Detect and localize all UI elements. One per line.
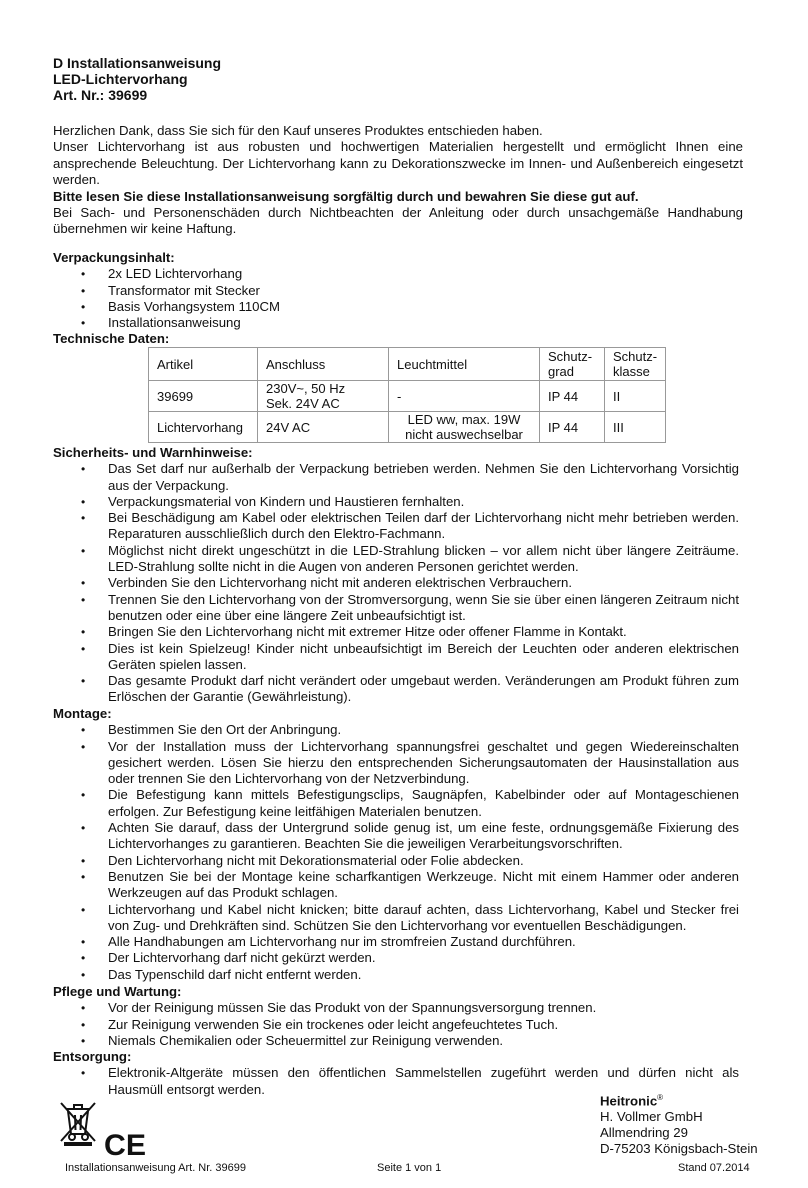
tech-cell: IP 44 [540, 412, 605, 443]
tech-table-row [149, 381, 666, 412]
footer-date: Stand 07.2014 [678, 1162, 750, 1174]
tech-header-cell: Anschluss [258, 348, 389, 381]
list-item: • Zur Reinigung verwenden Sie ein trockenes oder leicht angefeuchtetes Tuch. [53, 1017, 739, 1033]
list-item: • Dies ist kein Spielzeug! Kinder nicht unbeaufsichtigt im Bereich der Leuchten oder anderen elektrischen Geräten spielen lassen. [53, 641, 739, 674]
safety-list [53, 461, 753, 705]
list-item: • Das gesamte Produkt darf nicht verändert oder umgebaut werden. Veränderungen am Produkt führen zum Erlöschen der Garantie (Gewährleistung). [53, 673, 739, 706]
list-item: • Bestimmen Sie den Ort der Anbringung. [53, 722, 739, 738]
tech-cell: 230V~, 50 Hz Sek. 24V AC [258, 381, 389, 412]
mounting-heading: Montage: [53, 706, 112, 721]
packaging-list [53, 266, 753, 331]
tech-header-cell: Schutz- grad [540, 348, 605, 381]
tech-cell: Lichtervorhang [149, 412, 258, 443]
tech-cell: LED ww, max. 19W nicht auswechselbar [389, 412, 540, 443]
company-city: D-75203 Königsbach-Stein [600, 1141, 758, 1157]
title-line-1: D Installationsanweisung [53, 55, 222, 71]
tech-section [53, 331, 753, 347]
list-item: • Möglichst nicht direkt ungeschützt in die LED-Strahlung blicken – vor allem nicht über längere Zeiträume. LED-Strahlung sollte nicht in die Augen von anderen Personen gerichtet werden. [53, 543, 739, 576]
packaging-heading: Verpackungsinhalt: [53, 250, 175, 265]
list-item: • Verbinden Sie den Lichtervorhang nicht mit anderen elektrischen Verbrauchern. [53, 575, 739, 591]
list-item: • Basis Vorhangsystem 110CM [53, 299, 739, 315]
list-item: • Achten Sie darauf, dass der Untergrund solide genug ist, um eine feste, ordnungsgemäße Fixierung des Lichtervorhanges zu garantieren. Beachten Sie die jeweiligen Verarbeitungsvorschriften. [53, 820, 739, 853]
packaging-section [53, 250, 753, 331]
mounting-section [53, 706, 753, 983]
list-item: • Das Set darf nur außerhalb der Verpackung betrieben werden. Nehmen Sie den Lichtervorhang Vorsichtig aus der Verpackung. [53, 461, 739, 494]
tech-header-cell: Schutz- klasse [605, 348, 666, 381]
tech-cell: IP 44 [540, 381, 605, 412]
list-item: • Benutzen Sie bei der Montage keine scharfkantigen Werkzeuge. Nicht mit einem Hammer oder anderen Werkzeugen auf das Produkt schlagen. [53, 869, 739, 902]
list-item: • Vor der Reinigung müssen Sie das Produkt von der Spannungsversorgung trennen. [53, 1000, 739, 1016]
ce-mark-text: CE [104, 1129, 146, 1159]
care-section [53, 984, 753, 1049]
disposal-heading: Entsorgung: [53, 1049, 132, 1064]
intro-liability: Bei Sach- und Personenschäden durch Nichtbeachten der Anleitung oder durch unsachgemäße Handhabung übernehmen wir keine Haftung. [53, 205, 743, 237]
list-item: • Installationsanweisung [53, 315, 739, 331]
intro-text [53, 123, 743, 238]
list-item: • Elektronik-Altgeräte müssen den öffentlichen Sammelstellen zugeführt werden und dürfen nicht als Hausmüll entsorgt werden. [53, 1065, 739, 1098]
registered-mark: ® [657, 1093, 664, 1102]
tech-cell: - [389, 381, 540, 412]
list-item: • Der Lichtervorhang darf nicht gekürzt werden. [53, 950, 739, 966]
title-line-2: LED-Lichtervorhang [53, 71, 188, 87]
tech-header-cell: Leuchtmittel [389, 348, 540, 381]
tech-cell: II [605, 381, 666, 412]
intro-thanks: Herzlichen Dank, dass Sie sich für den Kauf unseres Produktes entschieden haben. [53, 123, 543, 138]
list-item: • Das Typenschild darf nicht entfernt werden. [53, 967, 739, 983]
list-item: • Den Lichtervorhang nicht mit Dekorationsmaterial oder Folie abdecken. [53, 853, 739, 869]
list-item: • Bringen Sie den Lichtervorhang nicht mit extremer Hitze oder offener Flamme in Kontakt. [53, 624, 739, 640]
company-address [600, 1090, 758, 1157]
company-name: H. Vollmer GmbH [600, 1109, 703, 1125]
tech-table-row [149, 412, 666, 443]
tech-header-cell: Artikel [149, 348, 258, 381]
intro-read-notice: Bitte lesen Sie diese Installationsanweisung sorgfältig durch und bewahren Sie diese gut auf. [53, 188, 639, 204]
care-list [53, 1000, 753, 1049]
ce-mark-icon [104, 1129, 148, 1159]
footer-page-number: Seite 1 von 1 [377, 1162, 442, 1174]
tech-cell: 24V AC [258, 412, 389, 443]
list-item: • Trennen Sie den Lichtervorhang von der Stromversorgung, wenn Sie sie über einen längeren Zeitraum nicht benutzen oder eine über eine längere Zeit unbeaufsichtigt ist. [53, 592, 739, 625]
tech-table-header-row [149, 348, 666, 381]
company-street: Allmendring 29 [600, 1125, 688, 1141]
list-item: • 2x LED Lichtervorhang [53, 266, 739, 282]
footer-document-name: Installationsanweisung Art. Nr. 39699 [65, 1162, 247, 1174]
document-title [53, 55, 221, 103]
safety-heading: Sicherheits- und Warnhinweise: [53, 445, 253, 460]
title-line-3: Art. Nr.: 39699 [53, 87, 148, 103]
list-item: • Niemals Chemikalien oder Scheuermittel zur Reinigung verwenden. [53, 1033, 739, 1049]
list-item: • Die Befestigung kann mittels Befestigungsclips, Saugnäpfen, Kabelbinder oder auf Montageschienen erfolgen. Zur Befestigung keine leitfähigen Materialen benutzen. [53, 787, 739, 820]
list-item: • Verpackungsmaterial von Kindern und Haustieren fernhalten. [53, 494, 739, 510]
weee-bin-icon [58, 1100, 98, 1146]
list-item: • Alle Handhabungen am Lichtervorhang nur im stromfreien Zustand durchführen. [53, 934, 739, 950]
intro-description: Unser Lichtervorhang ist aus robusten und hochwertigen Materialien hergestellt und ermöglicht Ihnen eine ansprechende Beleuchtung. Der Lichtervorhang kann zu Dekorationszwecke im Innen- und Außenbereich eingesetzt werden. [53, 139, 743, 188]
list-item: • Vor der Installation muss der Lichtervorhang spannungsfrei geschaltet und gegen Wiedereinschalten gesichert werden. Lösen Sie hierzu den entsprechenden Sicherungsautomaten der Hausinstallation aus oder trennen Sie den Lichtervorhang von der Netzverbindung. [53, 739, 739, 788]
tech-cell: 39699 [149, 381, 258, 412]
care-heading: Pflege und Wartung: [53, 984, 182, 999]
tech-heading: Technische Daten: [53, 331, 170, 346]
list-item: • Lichtervorhang und Kabel nicht knicken; bitte darauf achten, dass Lichtervorhang, Kabel und Stecker frei von Zug- und Drehkräften sind. Schützen Sie den Lichtervorhang vor eventuellen Beschädigungen. [53, 902, 739, 935]
company-brand-line [600, 1090, 758, 1109]
tech-cell: III [605, 412, 666, 443]
safety-section [53, 445, 753, 706]
company-brand: Heitronic [600, 1093, 658, 1109]
list-item: • Transformator mit Stecker [53, 283, 739, 299]
mounting-list [53, 722, 753, 983]
tech-table [148, 347, 666, 443]
list-item: • Bei Beschädigung am Kabel oder elektrischen Teilen darf der Lichtervorhang nicht mehr betrieben werden. Reparaturen ausschließlich durch den Elektro-Fachmann. [53, 510, 739, 543]
